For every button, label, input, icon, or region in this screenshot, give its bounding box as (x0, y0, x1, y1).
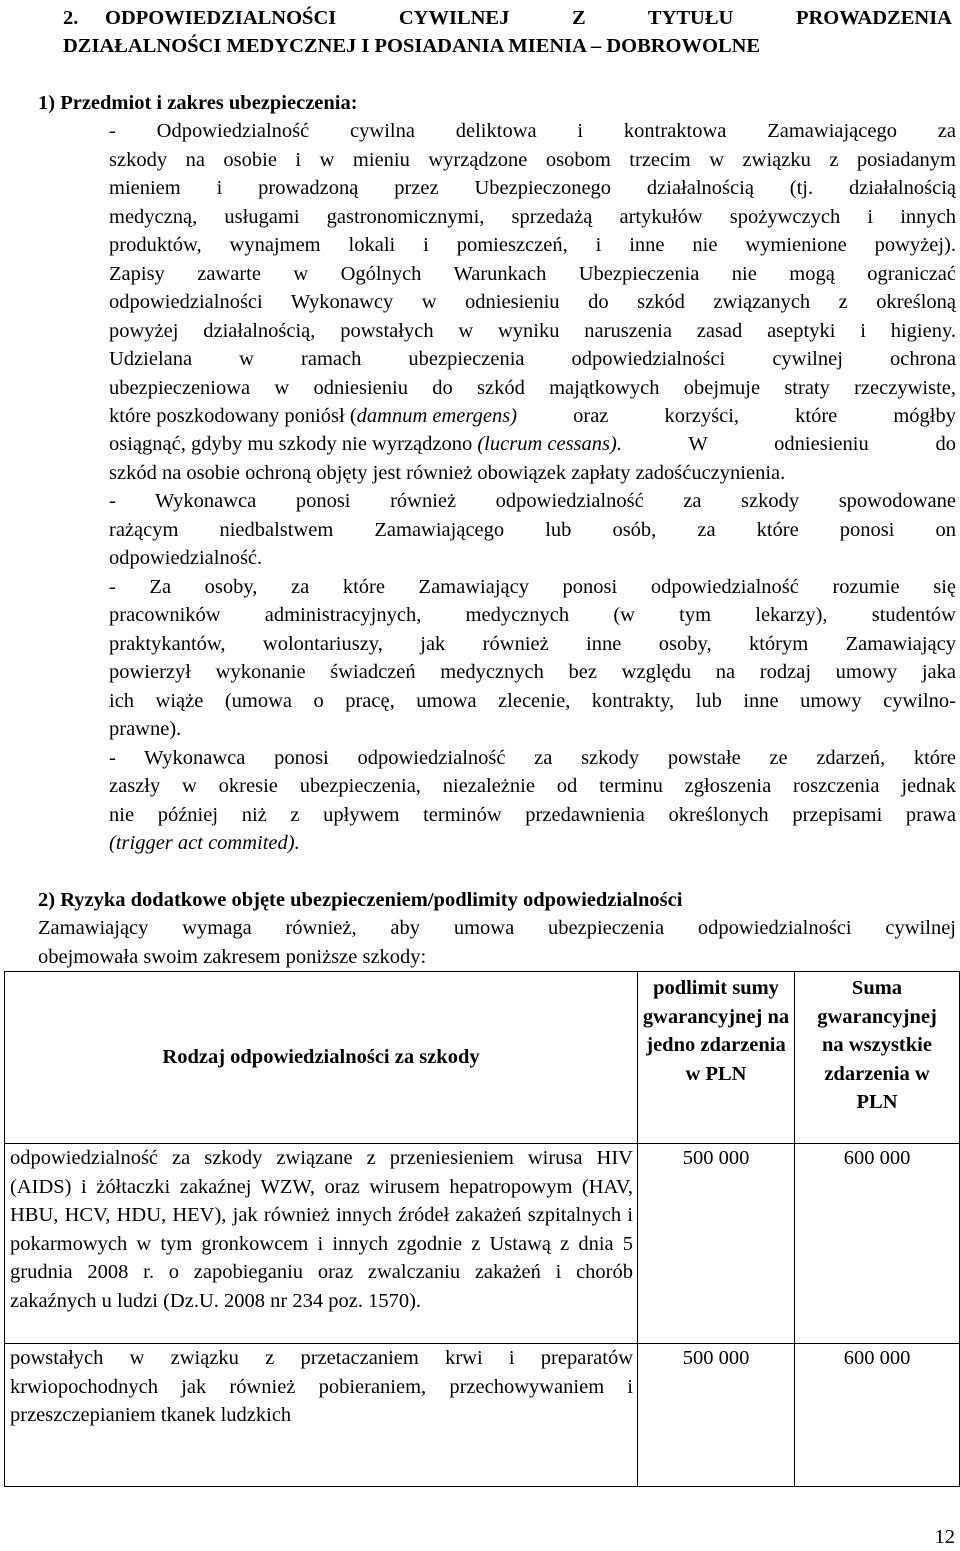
row-sublimit: 500 000 (638, 1344, 795, 1487)
row-description: odpowiedzialność za szkody związane z przeniesieniem wirusa HIV (AIDS) i żółtaczki zakaźnej WZW, oraz wirusem hepatropowym (HAV, HBU, HCV, HDU, HEV), jak również innych źródeł zakażeń szpitalnych i pokarmowych w tym gronkowcem i innych zgodnie z Ustawą z dnia 5 grudnia 2008 r. o zapobieganiu oraz zwalczaniu zakażeń i chorób zakaźnych u ludzi (Dz.U. 2008 nr 234 poz. 1570). (5, 1144, 638, 1344)
paragraph-line: prawne). (109, 718, 182, 740)
header-total: Suma gwarancyjnej na wszystkie zdarzenia w PLN (795, 972, 960, 1144)
paragraph-line: medyczną, usługami gastronomicznymi, sprzedażą artykułów spożywczych i innych (109, 206, 956, 228)
paragraph-line: mieniem i prowadzoną przez Ubezpieczonego działalnością (tj. działalnością (109, 177, 956, 199)
paragraph-line: odpowiedzialności Wykonawcy w odniesieniu do szkód związanych z określoną (109, 291, 956, 313)
paragraph-line: zaszły w okresie ubezpieczenia, niezależnie od terminu zgłoszenia roszczenia jednak (109, 775, 956, 797)
paragraph-line: osiągnąć, gdyby mu szkody nie wyrządzono (lucrum cessans). W odniesieniu do (109, 433, 956, 455)
paragraph-line: powierzył wykonanie świadczeń medycznych bez względu na rodzaj umowy jaka (109, 661, 956, 683)
table-header-row (5, 972, 960, 1144)
table-row (5, 1144, 960, 1344)
paragraph-line: rażącym niedbalstwem Zamawiającego lub osób, za które ponosi on (109, 519, 956, 541)
paragraph-line: - Za osoby, za które Zamawiający ponosi odpowiedzialność rozumie się (109, 576, 956, 598)
paragraph-line: Udzielana w ramach ubezpieczenia odpowiedzialności cywilnej ochrona (109, 348, 956, 370)
section-title: 2) Ryzyka dodatkowe objęte ubezpieczeniem/podlimity odpowiedzialności (38, 889, 683, 911)
risks-table (4, 971, 960, 1487)
paragraph-line: praktykantów, wolontariuszy, jak również inne osoby, którym Zamawiający (109, 633, 956, 655)
paragraph-line: ubezpieczeniowa w odniesieniu do szkód majątkowych obejmuje straty rzeczywiste, (109, 377, 956, 399)
header-type: Rodzaj odpowiedzialności za szkody (5, 972, 638, 1144)
row-total: 600 000 (795, 1144, 960, 1344)
heading-line-1: 2. ODPOWIEDZIALNOŚCI CYWILNEJ Z TYTUŁU PROWADZENIA (63, 7, 952, 29)
paragraph-line: - Odpowiedzialność cywilna deliktowa i kontraktowa Zamawiającego za (109, 120, 956, 142)
paragraph-line: Zapisy zawarte w Ogólnych Warunkach Ubezpieczenia nie mogą ograniczać (109, 263, 956, 285)
paragraph-line: Zamawiający wymaga również, aby umowa ubezpieczenia odpowiedzialności cywilnej (38, 917, 956, 939)
paragraph-line: szkody na osobie i w mieniu wyrządzone osobom trzecim w związku z posiadanym (109, 149, 956, 171)
paragraph-line: - Wykonawca ponosi również odpowiedzialność za szkody spowodowane (109, 490, 956, 512)
paragraph-line: które poszkodowany poniósł ( damnum emergens) oraz korzyści, które mógłby (109, 405, 956, 427)
paragraph-line: (trigger act commited). (109, 832, 300, 854)
header-sublimit: podlimit sumy gwarancyjnej na jedno zdarzenia w PLN (638, 972, 795, 1144)
table-row (5, 1344, 960, 1487)
section-title: 1) Przedmiot i zakres ubezpieczenia: (38, 92, 358, 114)
paragraph-line: odpowiedzialność. (109, 547, 263, 569)
page-number: 12 (934, 1526, 955, 1548)
row-total: 600 000 (795, 1344, 960, 1487)
paragraph-line: obejmowała swoim zakresem poniższe szkody: (38, 946, 427, 968)
paragraph-line: szkód na osobie ochroną objęty jest również obowiązek zapłaty zadośćuczynienia. (109, 462, 786, 484)
paragraph-line: produktów, wynajmem lokali i pomieszczeń, i inne nie wymienione powyżej). (109, 234, 956, 256)
paragraph-line: nie później niż z upływem terminów przedawnienia określonych przepisami prawa (109, 804, 956, 826)
row-description: powstałych w związku z przetaczaniem krwi i preparatów krwiopochodnych jak również pobieraniem, przechowywaniem i przeszczepianiem tkanek ludzkich (5, 1344, 638, 1487)
paragraph-line: pracowników administracyjnych, medycznych (w tym lekarzy), studentów (109, 604, 956, 626)
heading-line-2: DZIAŁALNOŚCI MEDYCZNEJ I POSIADANIA MIENIA – DOBROWOLNE (63, 35, 761, 57)
paragraph-line: - Wykonawca ponosi odpowiedzialność za szkody powstałe ze zdarzeń, które (109, 747, 956, 769)
paragraph-line: powyżej działalnością, powstałych w wyniku naruszenia zasad aseptyki i higieny. (109, 320, 956, 342)
paragraph-line: ich wiąże (umowa o pracę, umowa zlecenie, kontrakty, lub inne umowy cywilno- (109, 690, 956, 712)
row-sublimit: 500 000 (638, 1144, 795, 1344)
